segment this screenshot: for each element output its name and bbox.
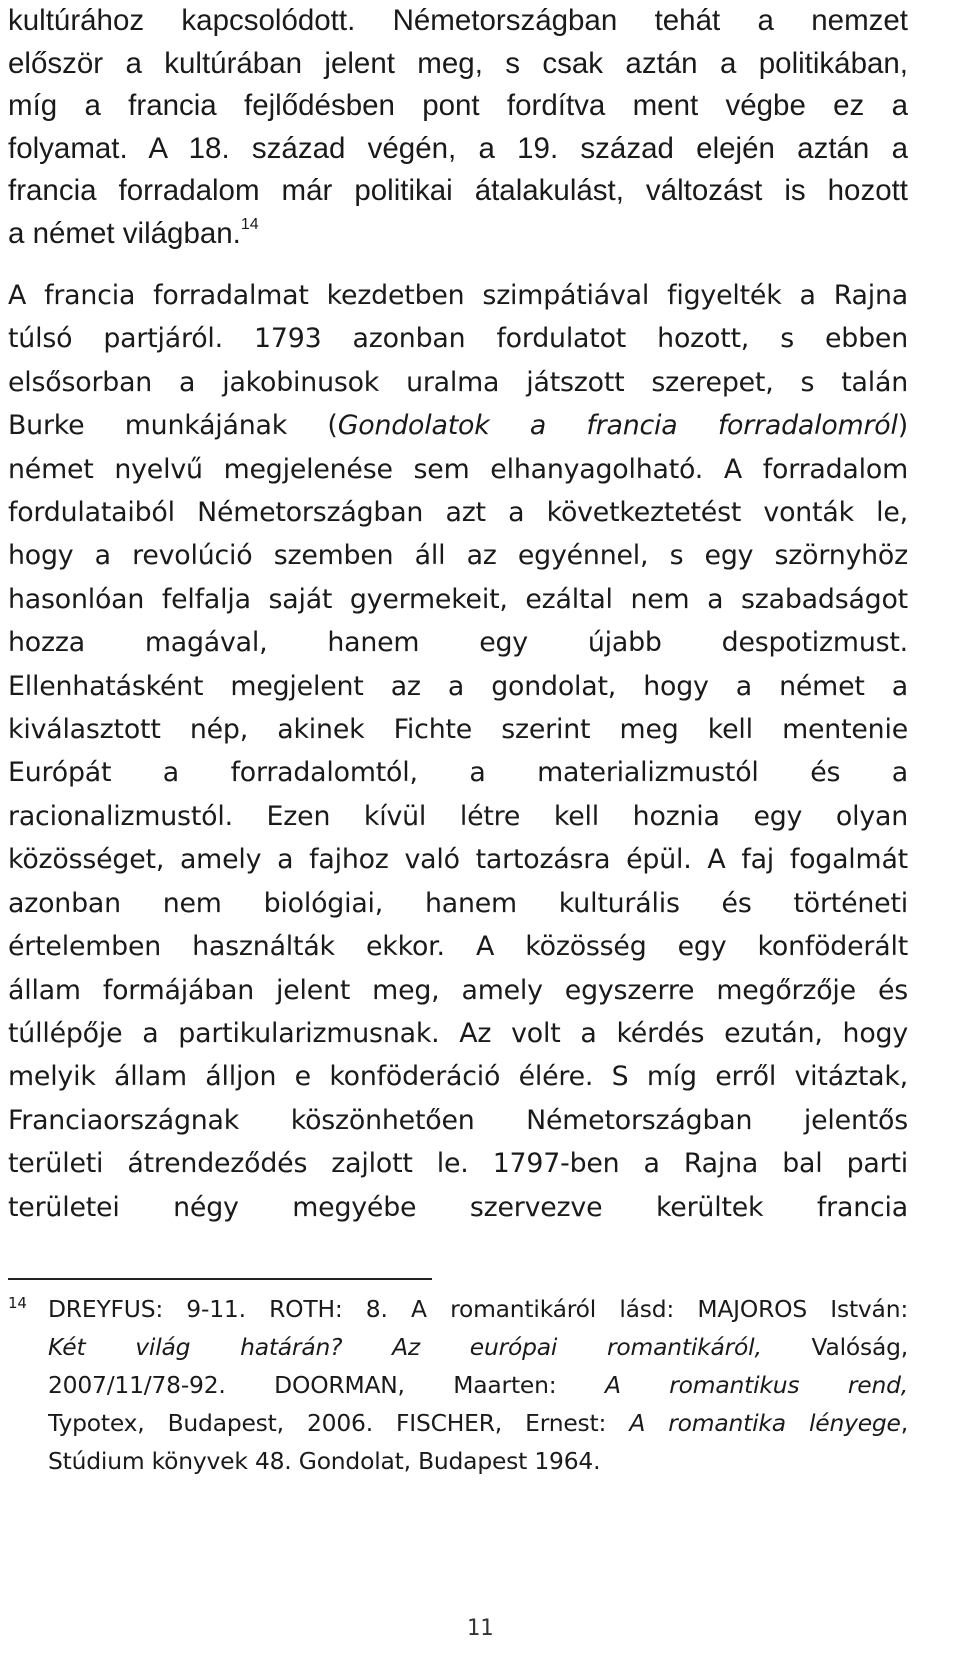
text-line: Ellenhatásként megjelent az a gondolat, hogy a német a [8,670,908,702]
footnote-14 [8,1290,908,1480]
text-line: területi átrendeződés zajlott le. 1797-ben a Rajna bal parti [8,1148,908,1180]
text-line: racionalizmustól. Ezen kívül létre kell hoznia egy olyan [8,800,908,832]
footnote-italic: A romantika lényege [629,1409,901,1437]
text-line: túllépője a partikularizmusnak. Az volt a kérdés ezután, hogy [8,1017,908,1049]
footnote-line [48,1328,908,1366]
paragraph-2 [8,274,908,1229]
text-line: kultúrához kapcsolódott. Németországban tehát a nemzet [8,4,908,37]
footnote-text: Typotex, Budapest, 2006. FISCHER, Ernest: [48,1409,630,1437]
text-line: folyamat. A 18. század végén, a 19. század elején aztán a [8,131,908,165]
text-line: kiválasztott nép, akinek Fichte szerint meg kell mentenie [8,714,908,746]
text-line: hozza magával, hanem egy újabb despotizmust. [8,627,908,659]
text-line: azonban nem biológiai, hanem kulturális és történeti [8,887,908,919]
footnote-italic: Két világ határán? Az európai romantikáról, [48,1333,762,1361]
text-line: melyik állam álljon e konföderáció élére. S míg erről vitáztak, [8,1061,908,1093]
text-line: először a kultúrában jelent meg, s csak aztán a politikában, [8,46,908,80]
text-line-with-title [8,404,908,447]
text-line: Európát a forradalomtól, a materializmustól és a [8,757,908,789]
text-line: francia forradalom már politikai átalakulást, változást is hozott [8,174,908,207]
footnote-line [48,1404,908,1442]
footnote-line: Stúdium könyvek 48. Gondolat, Budapest 1964. [48,1447,601,1475]
footnote-text: 2007/11/78-92. DOORMAN, Maarten: [48,1371,605,1399]
footnote-text: Valóság, [761,1333,908,1361]
text-line-content: a német világban. [8,216,241,250]
text-line: értelemben használták ekkor. A közösség egy konföderált [8,931,908,963]
footnote-text: , [900,1409,908,1437]
text-line: hasonlóan felfalja saját gyermekeit, ezáltal nem a szabadságot [8,583,908,615]
text-line: A francia forradalmat kezdetben szimpátiával figyelték a Rajna [8,280,908,311]
text-line: területei négy megyébe szervezve kerültek francia [8,1191,908,1223]
text-line: elsősorban a jakobinusok uralma játszott szerepet, s talán [8,366,908,398]
text-line: állam formájában jelent meg, amely egyszerre megőrzője és [8,974,908,1006]
footnote-line: DREYFUS: 9-11. ROTH: 8. A romantikáról lásd: MAJOROS István: [48,1295,908,1323]
text-line: fordulataiból Németországban azt a következtetést vonták le, [8,497,908,529]
footnote-italic: A romantikus rend, [604,1371,908,1399]
footnote-line [48,1366,908,1404]
footnote-marker: 14 [8,1294,27,1312]
text-line: német nyelvű megjelenése sem elhanyagolható. A forradalom [8,453,908,485]
closing-paren: ) [897,410,908,442]
text-line-last [8,213,908,256]
footnote-separator [8,1278,432,1280]
text-line: Franciaországnak köszönhetően Németországban jelentős [8,1104,908,1136]
book-title: Gondolatok a francia forradalomról [337,410,898,442]
footnote-reference[interactable]: 14 [240,215,259,233]
paragraph-1 [8,0,908,255]
text-line: hogy a revolúció szemben áll az egyénnel, s egy szörnyhöz [8,540,908,572]
footnote-body [48,1290,908,1480]
text-line: túlsó partjáról. 1793 azonban fordulatot hozott, s ebben [8,323,908,355]
page-number: 11 [466,1616,494,1641]
text-line: míg a francia fejlődésben pont fordítva ment végbe ez a [8,89,908,122]
text-line-content: Burke munkájának ( [8,410,338,442]
text-line: közösséget, amely a fajhoz való tartozásra épül. A faj fogalmát [8,844,908,876]
